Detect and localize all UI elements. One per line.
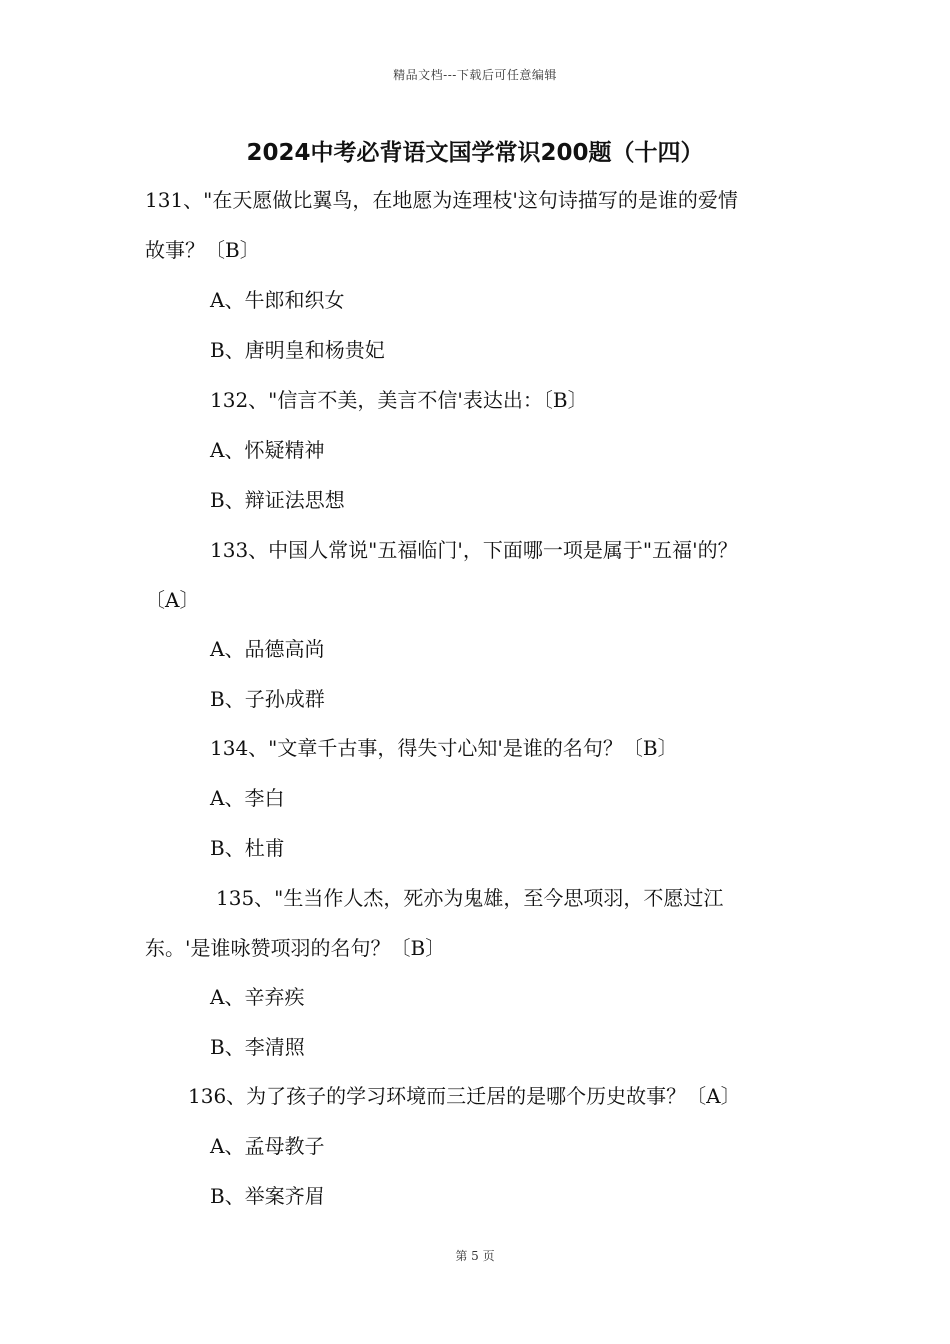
question-133-option-a: A、品德高尚 — [210, 637, 325, 661]
question-136-option-b: B、举案齐眉 — [210, 1184, 325, 1208]
question-132-option-b: B、辩证法思想 — [210, 488, 345, 512]
question-131-option-a: A、牛郎和织女 — [210, 288, 345, 312]
document-title: 2024中考必背语文国学常识200题（十四） — [246, 140, 704, 166]
question-135-option-a: A、辛弃疾 — [210, 985, 305, 1009]
question-135-line1: 135、"生当作人杰，死亦为鬼雄，至今思项羽，不愿过江 — [216, 886, 724, 910]
question-131-option-b: B、唐明皇和杨贵妃 — [210, 338, 385, 362]
question-135-line2: 东。'是谁咏赞项羽的名句？〔B〕 — [145, 936, 446, 960]
question-134-line1: 134、"文章千古事，得失寸心知'是谁的名句？〔B〕 — [210, 736, 678, 760]
question-136-option-a: A、孟母教子 — [210, 1134, 325, 1158]
question-134-option-b: B、杜甫 — [210, 836, 285, 860]
page-header: 精品文档---下载后可任意编辑 — [393, 68, 557, 82]
question-136-line1: 136、为了孩子的学习环境而三迁居的是哪个历史故事？〔A〕 — [188, 1084, 741, 1108]
question-133-line2: 〔A〕 — [145, 588, 200, 612]
question-131-line2: 故事？〔B〕 — [145, 238, 260, 262]
question-133-line1: 133、中国人常说"五福临门'，下面哪一项是属于"五福'的？ — [210, 538, 738, 562]
question-131-line1: 131、"在天愿做比翼鸟，在地愿为连理枝'这句诗描写的是谁的爱情 — [145, 188, 738, 212]
question-133-option-b: B、子孙成群 — [210, 687, 325, 711]
page-number: 第 5 页 — [455, 1249, 495, 1263]
question-135-option-b: B、李清照 — [210, 1035, 305, 1059]
question-132-option-a: A、怀疑精神 — [210, 438, 325, 462]
question-132-line1: 132、"信言不美，美言不信'表达出：〔B〕 — [210, 388, 588, 412]
question-134-option-a: A、李白 — [210, 786, 285, 810]
